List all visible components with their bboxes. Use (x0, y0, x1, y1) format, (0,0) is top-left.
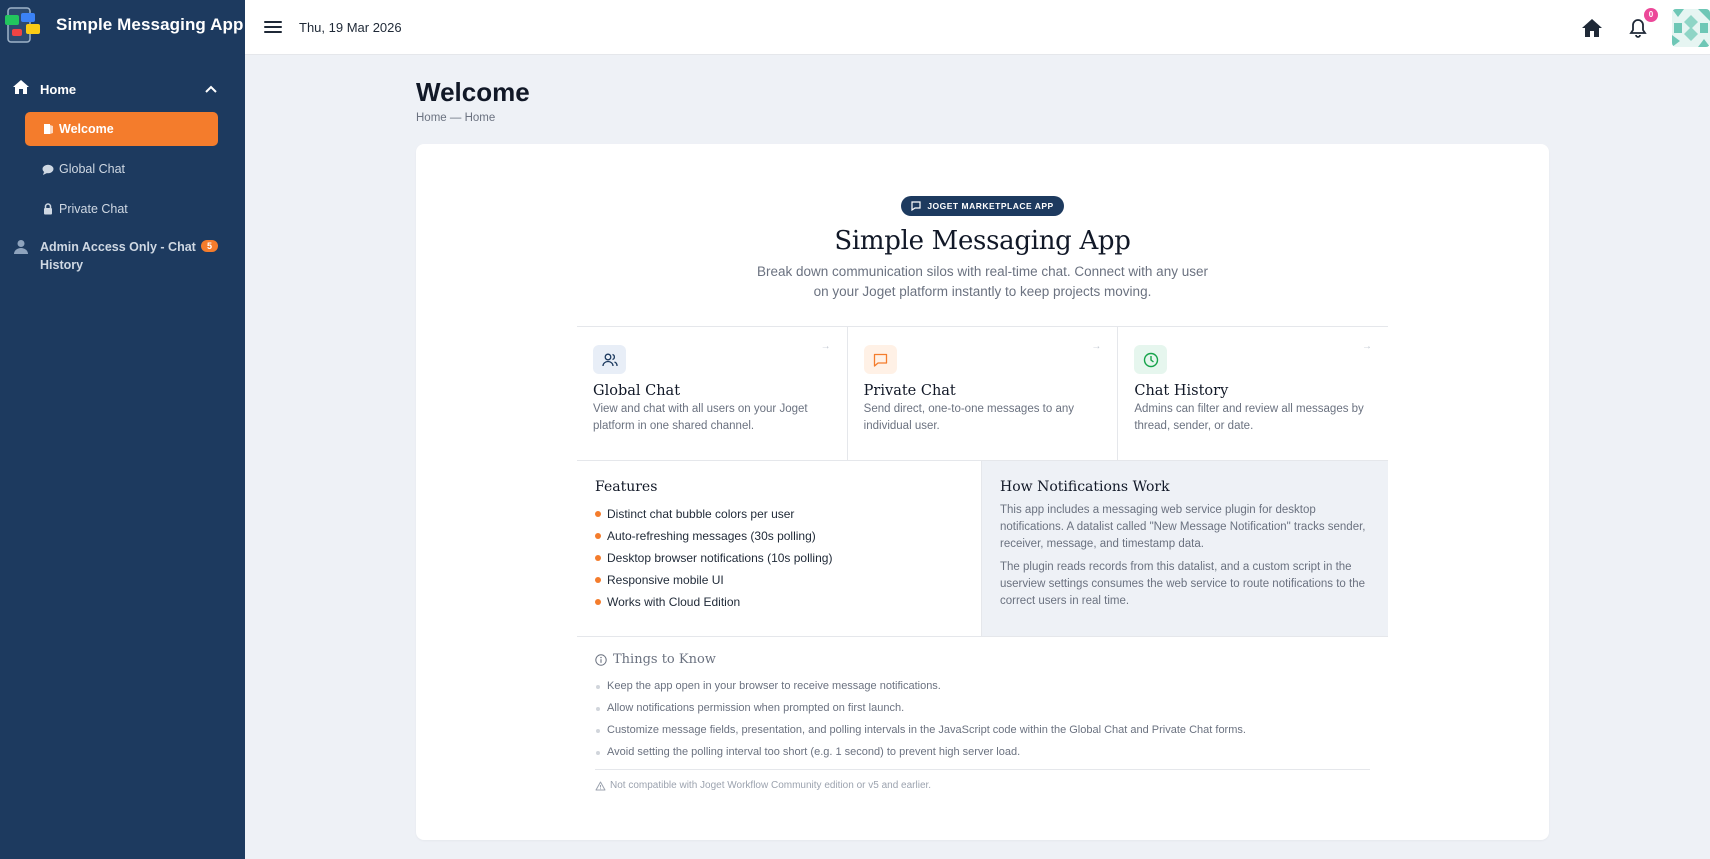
breadcrumb-link-home[interactable]: Home (416, 112, 447, 124)
details-section (577, 460, 1388, 637)
clock-icon (1134, 345, 1167, 374)
hero-title: Simple Messaging App (834, 226, 1131, 256)
things-to-know (595, 652, 1370, 791)
list-item: Allow notifications permission when prompted on first launch. (595, 697, 1370, 719)
home-icon (12, 79, 30, 100)
topbar (245, 0, 1710, 55)
message-icon (864, 345, 897, 374)
breadcrumb-separator: — (446, 112, 465, 124)
list-item: Auto-refreshing messages (30s polling) (595, 525, 963, 547)
things-to-know-list (595, 675, 1370, 763)
lock-icon (42, 203, 54, 215)
features-panel (577, 461, 982, 636)
sidebar-item-private-chat[interactable] (25, 192, 218, 226)
home-button[interactable] (1580, 16, 1604, 40)
notifications-paragraph: This app includes a messaging web service plugin for desktop notifications. A datalist called "New Message Notification" tracks sender, receiver, message, and timestamp data. (1000, 504, 1366, 550)
user-icon (12, 239, 30, 260)
list-item: Avoid setting the polling interval too short (e.g. 1 second) to prevent high server load. (595, 741, 1370, 763)
warning-icon (595, 781, 606, 791)
home-icon (1581, 18, 1603, 38)
app-title: Simple Messaging App (56, 15, 244, 34)
list-item: Keep the app open in your browser to receive message notifications. (595, 675, 1370, 697)
features-title: Features (595, 479, 658, 495)
arrow-right-icon: → (820, 341, 831, 352)
door-icon (42, 123, 54, 135)
card-chat-history[interactable] (1118, 327, 1388, 460)
notifications-button[interactable] (1626, 10, 1654, 40)
sidebar-item-home[interactable] (0, 76, 245, 102)
sidebar-item-label: Global Chat (59, 162, 126, 176)
sidebar-item-global-chat[interactable] (25, 152, 218, 186)
list-item: Customize message fields, presentation, and polling intervals in the JavaScript code within the Global Chat and Private Chat forms. (595, 719, 1370, 741)
list-item: Works with Cloud Edition (595, 591, 963, 613)
sidebar-item-label: Welcome (59, 122, 114, 136)
marketplace-badge-label: JOGET MARKETPLACE APP (927, 201, 1054, 211)
card-title: Chat History (1134, 383, 1229, 399)
message-icon (911, 201, 921, 211)
bell-icon (1629, 18, 1647, 38)
sidebar-item-label: Home (40, 81, 77, 97)
arrow-right-icon: → (1362, 341, 1373, 352)
card-title: Private Chat (863, 383, 956, 399)
notifications-panel (982, 461, 1388, 636)
marketplace-badge (901, 196, 1063, 216)
count-badge: 5 (201, 240, 218, 252)
things-to-know-label: Things to Know (613, 652, 716, 667)
breadcrumb (416, 112, 1549, 124)
page-title: Welcome (416, 77, 530, 107)
list-item: Distinct chat bubble colors per user (595, 503, 963, 525)
sidebar-item-label: Admin Access Only - Chat History (40, 240, 196, 272)
card-description: View and chat with all users on your Joget platform in one shared channel. (593, 403, 808, 432)
main-content (416, 55, 1549, 840)
notifications-paragraph: The plugin reads records from this datalist, and a custom script in the userview settings consumes the web service to route notifications to the correct users in real time. (1000, 561, 1365, 607)
list-item: Desktop browser notifications (10s polling) (595, 547, 963, 569)
compatibility-note-text: Not compatible with Joget Workflow Community edition or v5 and earlier. (610, 780, 932, 791)
card-description: Admins can filter and review all messages by thread, sender, or date. (1134, 403, 1364, 432)
welcome-card (416, 144, 1549, 840)
avatar[interactable] (1672, 9, 1710, 47)
list-item: Responsive mobile UI (595, 569, 963, 591)
notifications-title: How Notifications Work (1000, 479, 1170, 495)
current-date: Thu, 19 Mar 2026 (299, 19, 402, 35)
compatibility-note (595, 780, 1370, 791)
chat-bubble-icon (42, 163, 54, 175)
things-to-know-title (595, 652, 1370, 667)
app-logo (4, 5, 44, 45)
card-private-chat[interactable] (848, 327, 1119, 460)
info-icon (595, 654, 607, 666)
card-title: Global Chat (593, 383, 681, 399)
hero (416, 144, 1549, 302)
notification-count-badge: 0 (1644, 8, 1658, 22)
sidebar (0, 0, 245, 859)
menu-toggle-button[interactable] (264, 18, 282, 36)
card-description: Send direct, one-to-one messages to any individual user. (863, 403, 1074, 432)
topbar-actions (1580, 0, 1710, 55)
card-global-chat[interactable] (577, 327, 848, 460)
users-icon (593, 345, 626, 374)
brand[interactable] (0, 0, 245, 50)
divider (595, 769, 1370, 770)
nav-group-home (0, 76, 245, 226)
sidebar-item-welcome[interactable] (25, 112, 218, 146)
feature-cards (577, 326, 1388, 460)
arrow-right-icon: → (1091, 341, 1102, 352)
sidebar-item-label: Private Chat (59, 202, 128, 216)
hero-description: Break down communication silos with real-time chat. Connect with any user on your Joget platform instantly to keep projects moving. (757, 264, 1208, 299)
chevron-up-icon[interactable] (205, 80, 217, 98)
breadcrumb-current: Home (464, 112, 496, 124)
features-list (595, 503, 963, 613)
sidebar-item-admin-chat-history[interactable] (0, 238, 245, 274)
